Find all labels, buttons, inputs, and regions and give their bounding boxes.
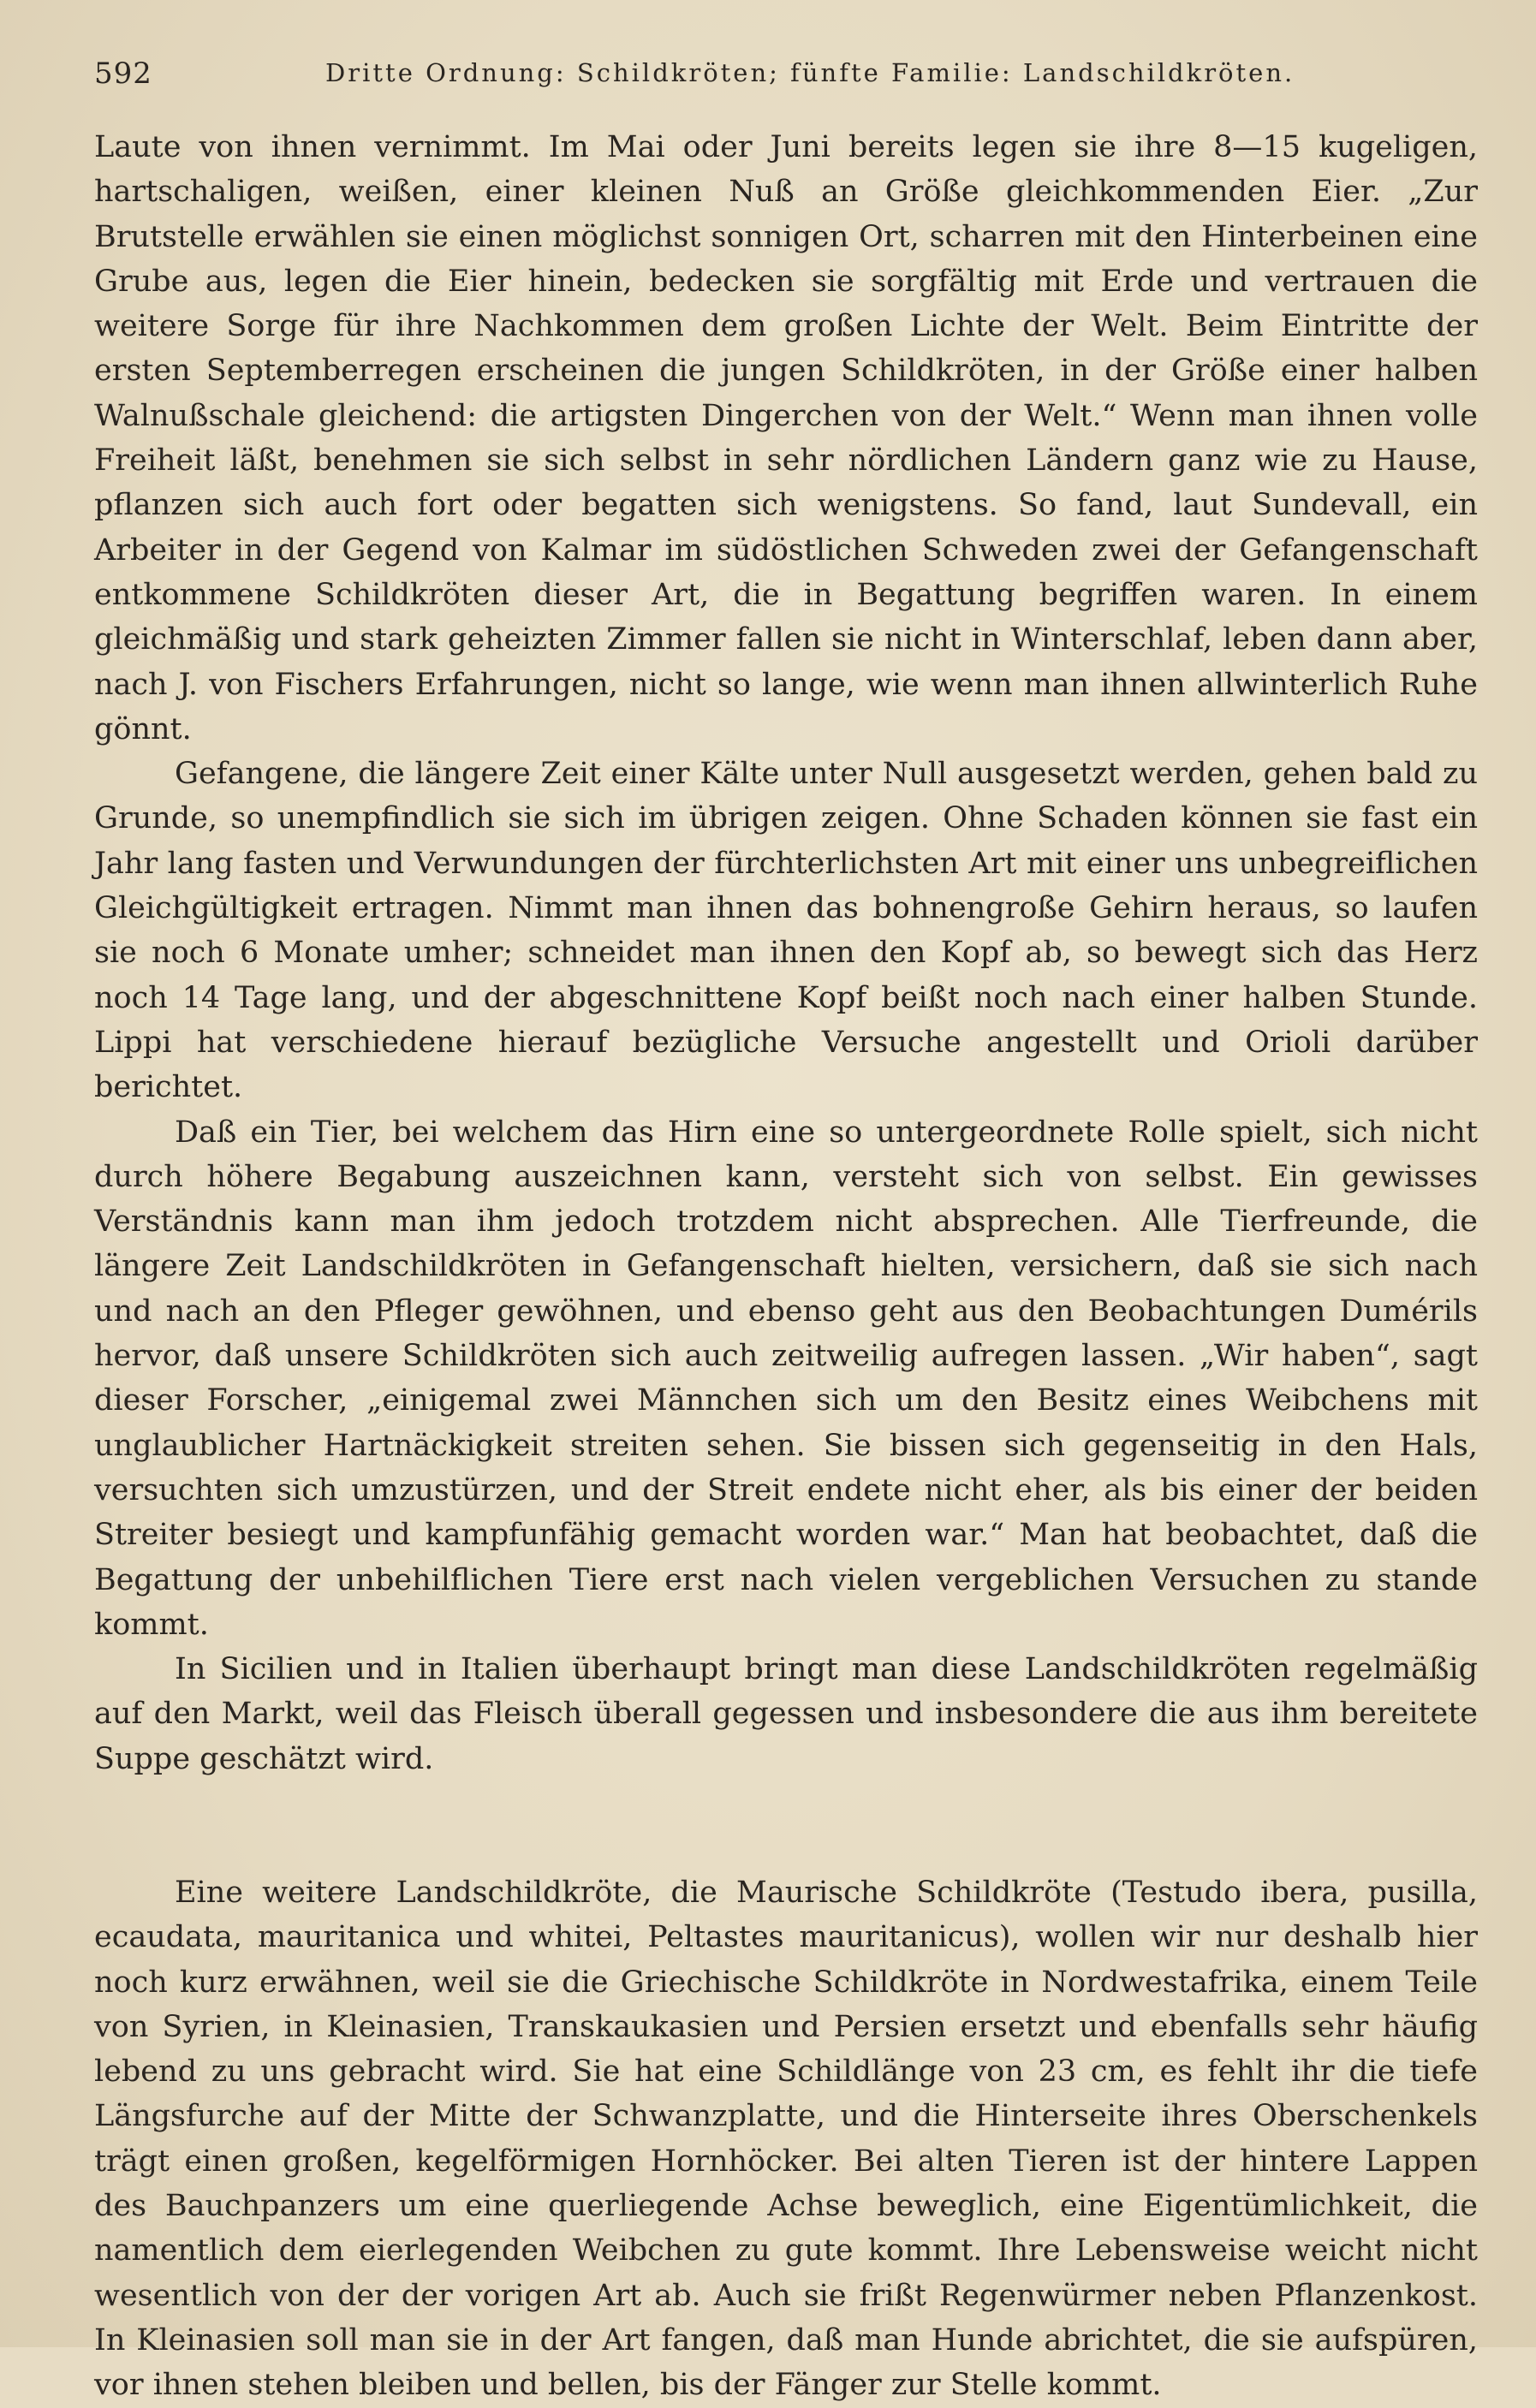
page-number: 592 [94,56,152,91]
body-text [94,125,1478,2408]
paragraph-continuation: Laute von ihnen vernimmt. Im Mai oder Juni bereits legen sie ihre 8—15 kugeligen, hartschaligen, weißen, einer kleinen Nuß an Größe gleichkommenden Eier. „Zur Brutstelle erwählen sie einen möglichst sonnigen Ort, scharren mit den Hinterbeinen eine Grube aus, legen die Eier hinein, bedecken sie sorgfältig mit Erde und vertrauen die weitere Sorge für ihre Nachkommen dem großen Lichte der Welt. Beim Eintritte der ersten Septemberregen erscheinen die jungen Schildkröten, in der Größe einer halben Walnußschale gleichend: die artigsten Dingerchen von der Welt.“ Wenn man ihnen volle Freiheit läßt, benehmen sie sich selbst in sehr nördlichen Ländern ganz wie zu Hause, pflanzen sich auch fort oder begatten sich wenigstens. So fand, laut Sundevall, ein Arbeiter in der Gegend von Kalmar im südöstlichen Schweden zwei der Gefangenschaft entkommene Schildkröten dieser Art, die in Begattung begriffen waren. In einem gleichmäßig und stark geheizten Zimmer fallen sie nicht in Winterschlaf, leben dann aber, nach J. von Fischers Erfahrungen, nicht so lange, wie wenn man ihnen allwinterlich Ruhe gönnt. [94,130,1478,746]
page-header [94,50,1481,101]
paragraph-moorish-tortoise: Eine weitere Landschildkröte, die Maurische Schildkröte (Testudo ibera, pusilla, ecaudata, mauritanica und whitei, Peltastes mauritanicus), wollen wir nur deshalb hier noch kurz erwähnen, weil sie die Griechische Schildkröte in Nordwestafrika, einem Teile von Syrien, in Kleinasien, Transkaukasien und Persien ersetzt und ebenfalls sehr häufig lebend zu uns gebracht wird. Sie hat eine Schildlänge von 23 cm, es fehlt ihr die tiefe Längsfurche auf der Mitte der Schwanzplatte, und die Hinterseite ihres Oberschenkels trägt einen großen, kegelförmigen Hornhöcker. Bei alten Tieren ist der hintere Lappen des Bauchpanzers um eine querliegende Achse beweglich, eine Eigentümlichkeit, die namentlich dem eierlegenden Weibchen zu gute kommt. Ihre Lebensweise weicht nicht wesentlich von der der vorigen Art ab. Auch sie frißt Regenwürmer neben Pflanzenkost. In Kleinasien soll man sie in der Art fangen, daß man Hunde abrichtet, die sie aufspüren, vor ihnen stehen bleiben und bellen, bis der Fänger zur Stelle kommt. [94,1875,1478,2403]
running-head: Dritte Ordnung: Schildkröten; fünfte Familie: Landschildkröten. [325,58,1295,87]
paragraph-market: In Sicilien und in Italien überhaupt bringt man diese Landschildkröten regelmäßig auf den Markt, weil das Fleisch überall gegessen und insbesondere die aus ihm bereitete Suppe geschätzt wird. [94,1652,1478,1776]
paragraph-behavior: Daß ein Tier, bei welchem das Hirn eine so untergeordnete Rolle spielt, sich nicht durch höhere Begabung auszeichnen kann, versteht sich von selbst. Ein gewisses Verständnis kann man ihm jedoch trotzdem nicht absprechen. Alle Tierfreunde, die längere Zeit Landschildkröten in Gefangenschaft hielten, versichern, daß sie sich nach und nach an den Pfleger gewöhnen, und ebenso geht aus den Beobachtungen Dumérils hervor, daß unsere Schildkröten sich auch zeitweilig aufregen lassen. „Wir haben“, sagt dieser Forscher, „einigemal zwei Männchen sich um den Besitz eines Weibchens mit unglaublicher Hartnäckigkeit streiten sehen. Sie bissen sich gegenseitig in den Hals, versuchten sich umzustürzen, und der Streit endete nicht eher, als bis einer der beiden Streiter besiegt und kampfunfähig gemacht worden war.“ Man hat beobachtet, daß die Begattung der unbehilflichen Tiere erst nach vielen vergeblichen Versuchen zu stande kommt. [94,1115,1478,1642]
paragraph-captivity: Gefangene, die längere Zeit einer Kälte unter Null ausgesetzt werden, gehen bald zu Grunde, so unempfindlich sie sich im übrigen zeigen. Ohne Schaden können sie fast ein Jahr lang fasten und Verwundungen der fürchterlichsten Art mit einer uns unbegreiflichen Gleichgültigkeit ertragen. Nimmt man ihnen das bohnengroße Gehirn heraus, so laufen sie noch 6 Monate umher; schneidet man ihnen den Kopf ab, so bewegt sich das Herz noch 14 Tage lang, und der abgeschnittene Kopf beißt noch nach einer halben Stunde. Lippi hat verschiedene hierauf bezügliche Versuche angestellt und Orioli darüber berichtet. [94,757,1478,1105]
